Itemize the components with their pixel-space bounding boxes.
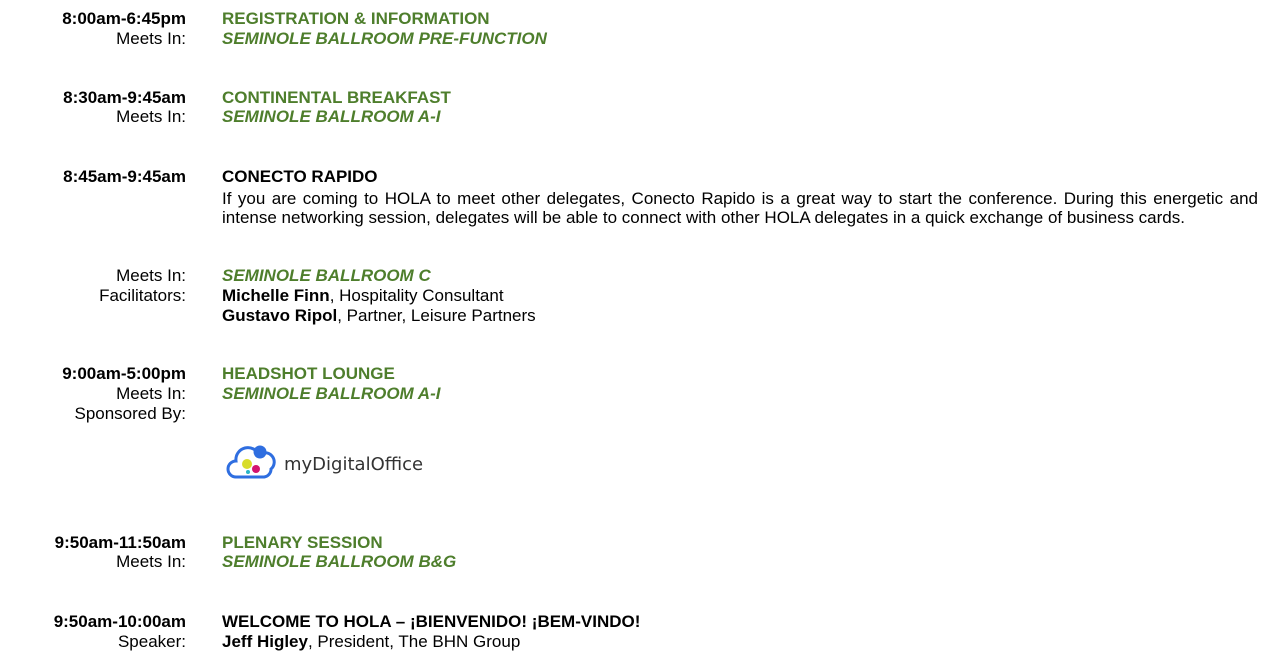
- sponsored-by-label: Sponsored By:: [74, 404, 186, 423]
- speaker-entry: [222, 632, 520, 651]
- facilitator-role: , Partner, Leisure Partners: [337, 306, 536, 325]
- session-time: 8:00am-6:45pm: [62, 9, 186, 28]
- session-room: SEMINOLE BALLROOM B&G: [222, 552, 457, 571]
- session-room: SEMINOLE BALLROOM A-I: [222, 384, 441, 403]
- session-room: SEMINOLE BALLROOM A-I: [222, 107, 441, 126]
- session-title: CONECTO RAPIDO: [222, 167, 378, 186]
- session-room: SEMINOLE BALLROOM PRE-FUNCTION: [222, 29, 547, 48]
- facilitator-entry: [222, 306, 536, 325]
- sponsor-logo-text: myDigitalOffice: [284, 453, 424, 475]
- meets-in-label: Meets In:: [116, 552, 186, 571]
- session-description: If you are coming to HOLA to meet other delegates, Conecto Rapido is a great way to start the conference. During this energetic and intense networking session, delegates will be able to connect with other HOLA delegates in a quick exchange of business cards.: [222, 189, 1258, 227]
- session-title: WELCOME TO HOLA – ¡BIENVENIDO! ¡BEM-VINDO!: [222, 612, 641, 631]
- speaker-label: Speaker:: [117, 632, 186, 651]
- facilitator-name: Gustavo Ripol: [222, 306, 338, 325]
- session-time: 9:00am-5:00pm: [62, 364, 186, 383]
- facilitator-name: Michelle Finn: [222, 286, 330, 305]
- session-time: 8:45am-9:45am: [63, 167, 186, 186]
- meets-in-label: Meets In:: [116, 266, 186, 285]
- sponsor-logo: [226, 443, 423, 485]
- facilitator-entry: [222, 286, 504, 305]
- session-title: HEADSHOT LOUNGE: [222, 364, 395, 383]
- speaker-role: , President, The BHN Group: [307, 632, 521, 651]
- session-time: 8:30am-9:45am: [63, 88, 186, 107]
- facilitator-role: , Hospitality Consultant: [329, 286, 504, 305]
- cloud-dots-icon: [226, 444, 276, 484]
- facilitators-label: Facilitators:: [99, 286, 186, 305]
- session-time: 9:50am-11:50am: [54, 533, 186, 552]
- session-room: SEMINOLE BALLROOM C: [222, 266, 431, 285]
- session-title: PLENARY SESSION: [222, 533, 383, 552]
- speaker-name: Jeff Higley: [222, 632, 308, 651]
- session-title: REGISTRATION & INFORMATION: [222, 9, 490, 28]
- session-title: CONTINENTAL BREAKFAST: [222, 88, 451, 107]
- meets-in-label: Meets In:: [116, 107, 186, 126]
- meets-in-label: Meets In:: [116, 29, 186, 48]
- session-time: 9:50am-10:00am: [53, 612, 186, 631]
- meets-in-label: Meets In:: [116, 384, 186, 403]
